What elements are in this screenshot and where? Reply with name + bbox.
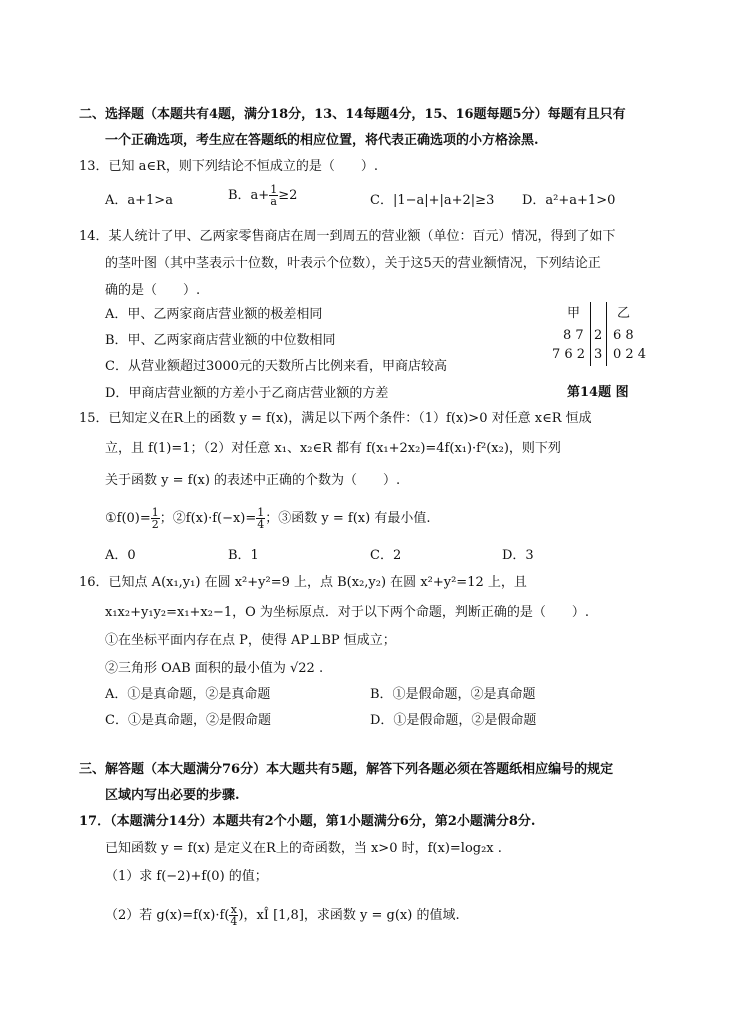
stem-row1-right: 6 8 — [613, 328, 634, 343]
q13-option-b — [228, 184, 297, 207]
q16-line-2: x₁x₂+y₁y₂=x₁+x₂−1，O 为坐标原点．对于以下两个命题，判断正确的是（ ）. — [105, 605, 590, 620]
q13-stem: 13．已知 a∈R，则下列结论不恒成立的是（ ）. — [79, 159, 378, 174]
stem-row1-stem: 2 — [594, 328, 603, 343]
q15-line-1: 15．已知定义在R上的函数 y = f(x)，满足以下两个条件：（1）f(x)>0 对任意 x∈R 恒成 — [79, 411, 592, 426]
q15-line-2: 立，且 f(1)=1；（2）对任意 x₁、x₂∈R 都有 f(x₁+2x₂)=4f(x₁)·f²(x₂)，则下列 — [105, 441, 561, 456]
q13-option-a: A．a+1>a — [105, 193, 173, 208]
q17-fraction: $\frac{x}{4}$ — [230, 903, 238, 928]
stem-head-right: 乙 — [617, 306, 631, 321]
stem-row2-left: 7 6 2 — [552, 347, 586, 362]
q16-line-3: ①在坐标平面内存在点 P，使得 AP⊥BP 恒成立； — [105, 633, 396, 648]
q14-option-d: D．甲商店营业额的方差小于乙商店营业额的方差 — [105, 386, 389, 401]
q14-option-c: C．从营业额超过3000元的天数所占比例来看，甲商店较高 — [105, 359, 448, 374]
stem-row2-stem: 3 — [594, 347, 603, 362]
q13-option-d: D．a²+a+1>0 — [522, 193, 616, 208]
q16-option-c: C．①是真命题，②是假命题 — [105, 713, 271, 728]
q14-option-a: A．甲、乙两家商店营业额的极差相同 — [105, 307, 323, 322]
q15-option-c: C．2 — [370, 548, 402, 563]
q17-line-3: （2）若 g(x)=f(x)·f( $\frac{x}{4}$ )，xÎ [1,8]，求函数 y = g(x) 的值域. — [105, 903, 460, 928]
q14-option-b: B．甲、乙两家商店营业额的中位数相同 — [105, 333, 336, 348]
q14-line-2: 的茎叶图（其中茎表示十位数，叶表示个位数），关于这5天的营业额情况，下列结论正 — [105, 256, 601, 271]
q16-option-d: D．①是假命题，②是假命题 — [370, 713, 537, 728]
stem-row2-right: 0 2 4 — [613, 347, 647, 362]
q15-fraction-2: $\frac{1}{4}$ — [257, 506, 265, 531]
q16-line-4: ②三角形 OAB 面积的最小值为 √22 . — [105, 661, 324, 676]
q13-b-pre: B．a+ — [228, 188, 270, 203]
q13-option-c: C．|1−a|+|a+2|≥3 — [370, 193, 495, 208]
stem-divider-right — [606, 302, 607, 366]
stem-caption: 第14题 图 — [567, 385, 629, 400]
q16-option-b: B．①是假命题，②是真命题 — [370, 687, 536, 702]
q15-line-4: ①f(0)= $\frac{1}{2}$ ；②f(x)·f(−x)= $\frac{1}{4}$ ；③函数 y = f(x) 有最小值. — [105, 506, 431, 531]
q14-line-1: 14．某人统计了甲、乙两家零售商店在周一到周五的营业额（单位：百元）情况，得到了如下 — [79, 229, 616, 244]
q17-line-2: （1）求 f(−2)+f(0) 的值； — [105, 869, 268, 884]
q17-header: 17．（本题满分14分）本题共有2个小题，第1小题满分6分，第2小题满分8分. — [79, 814, 536, 829]
q16-option-a: A．①是真命题，②是真命题 — [105, 687, 271, 702]
q13-b-post: ≥2 — [278, 188, 298, 203]
section-2-line-1: 二、选择题（本题共有4题，满分18分，13、14每题4分，15、16题每题5分）每题有且只有 — [79, 107, 626, 122]
stem-head-left: 甲 — [567, 306, 581, 321]
stem-row1-left: 8 7 — [563, 328, 584, 343]
q13-b-fraction: $\frac{1}{a}$ — [270, 183, 278, 208]
stem-leaf-plot — [552, 300, 647, 370]
stem-divider-left — [590, 302, 591, 366]
q15-line-3: 关于函数 y = f(x) 的表述中正确的个数为（ ）. — [105, 473, 401, 488]
q15-option-a: A．0 — [105, 548, 136, 563]
q15-option-b: B．1 — [228, 548, 259, 563]
q16-line-1: 16．已知点 A(x₁,y₁) 在圆 x²+y²=9 上，点 B(x₂,y₂) 在圆 x²+y²=12 上，且 — [79, 575, 527, 590]
q15-option-d: D．3 — [502, 548, 534, 563]
section-2-line-2: 一个正确选项，考生应在答题纸的相应位置，将代表正确选项的小方格涂黑. — [105, 133, 539, 148]
q15-fraction-1: $\frac{1}{2}$ — [151, 506, 159, 531]
section-3-line-2: 区域内写出必要的步骤. — [105, 788, 240, 803]
q14-line-3: 确的是（ ）. — [105, 283, 201, 298]
section-3-line-1: 三、解答题（本大题满分76分）本大题共有5题，解答下列各题必须在答题纸相应编号的规定 — [79, 762, 614, 777]
q17-line-1: 已知函数 y = f(x) 是定义在R上的奇函数，当 x>0 时，f(x)=log₂x . — [105, 841, 502, 856]
